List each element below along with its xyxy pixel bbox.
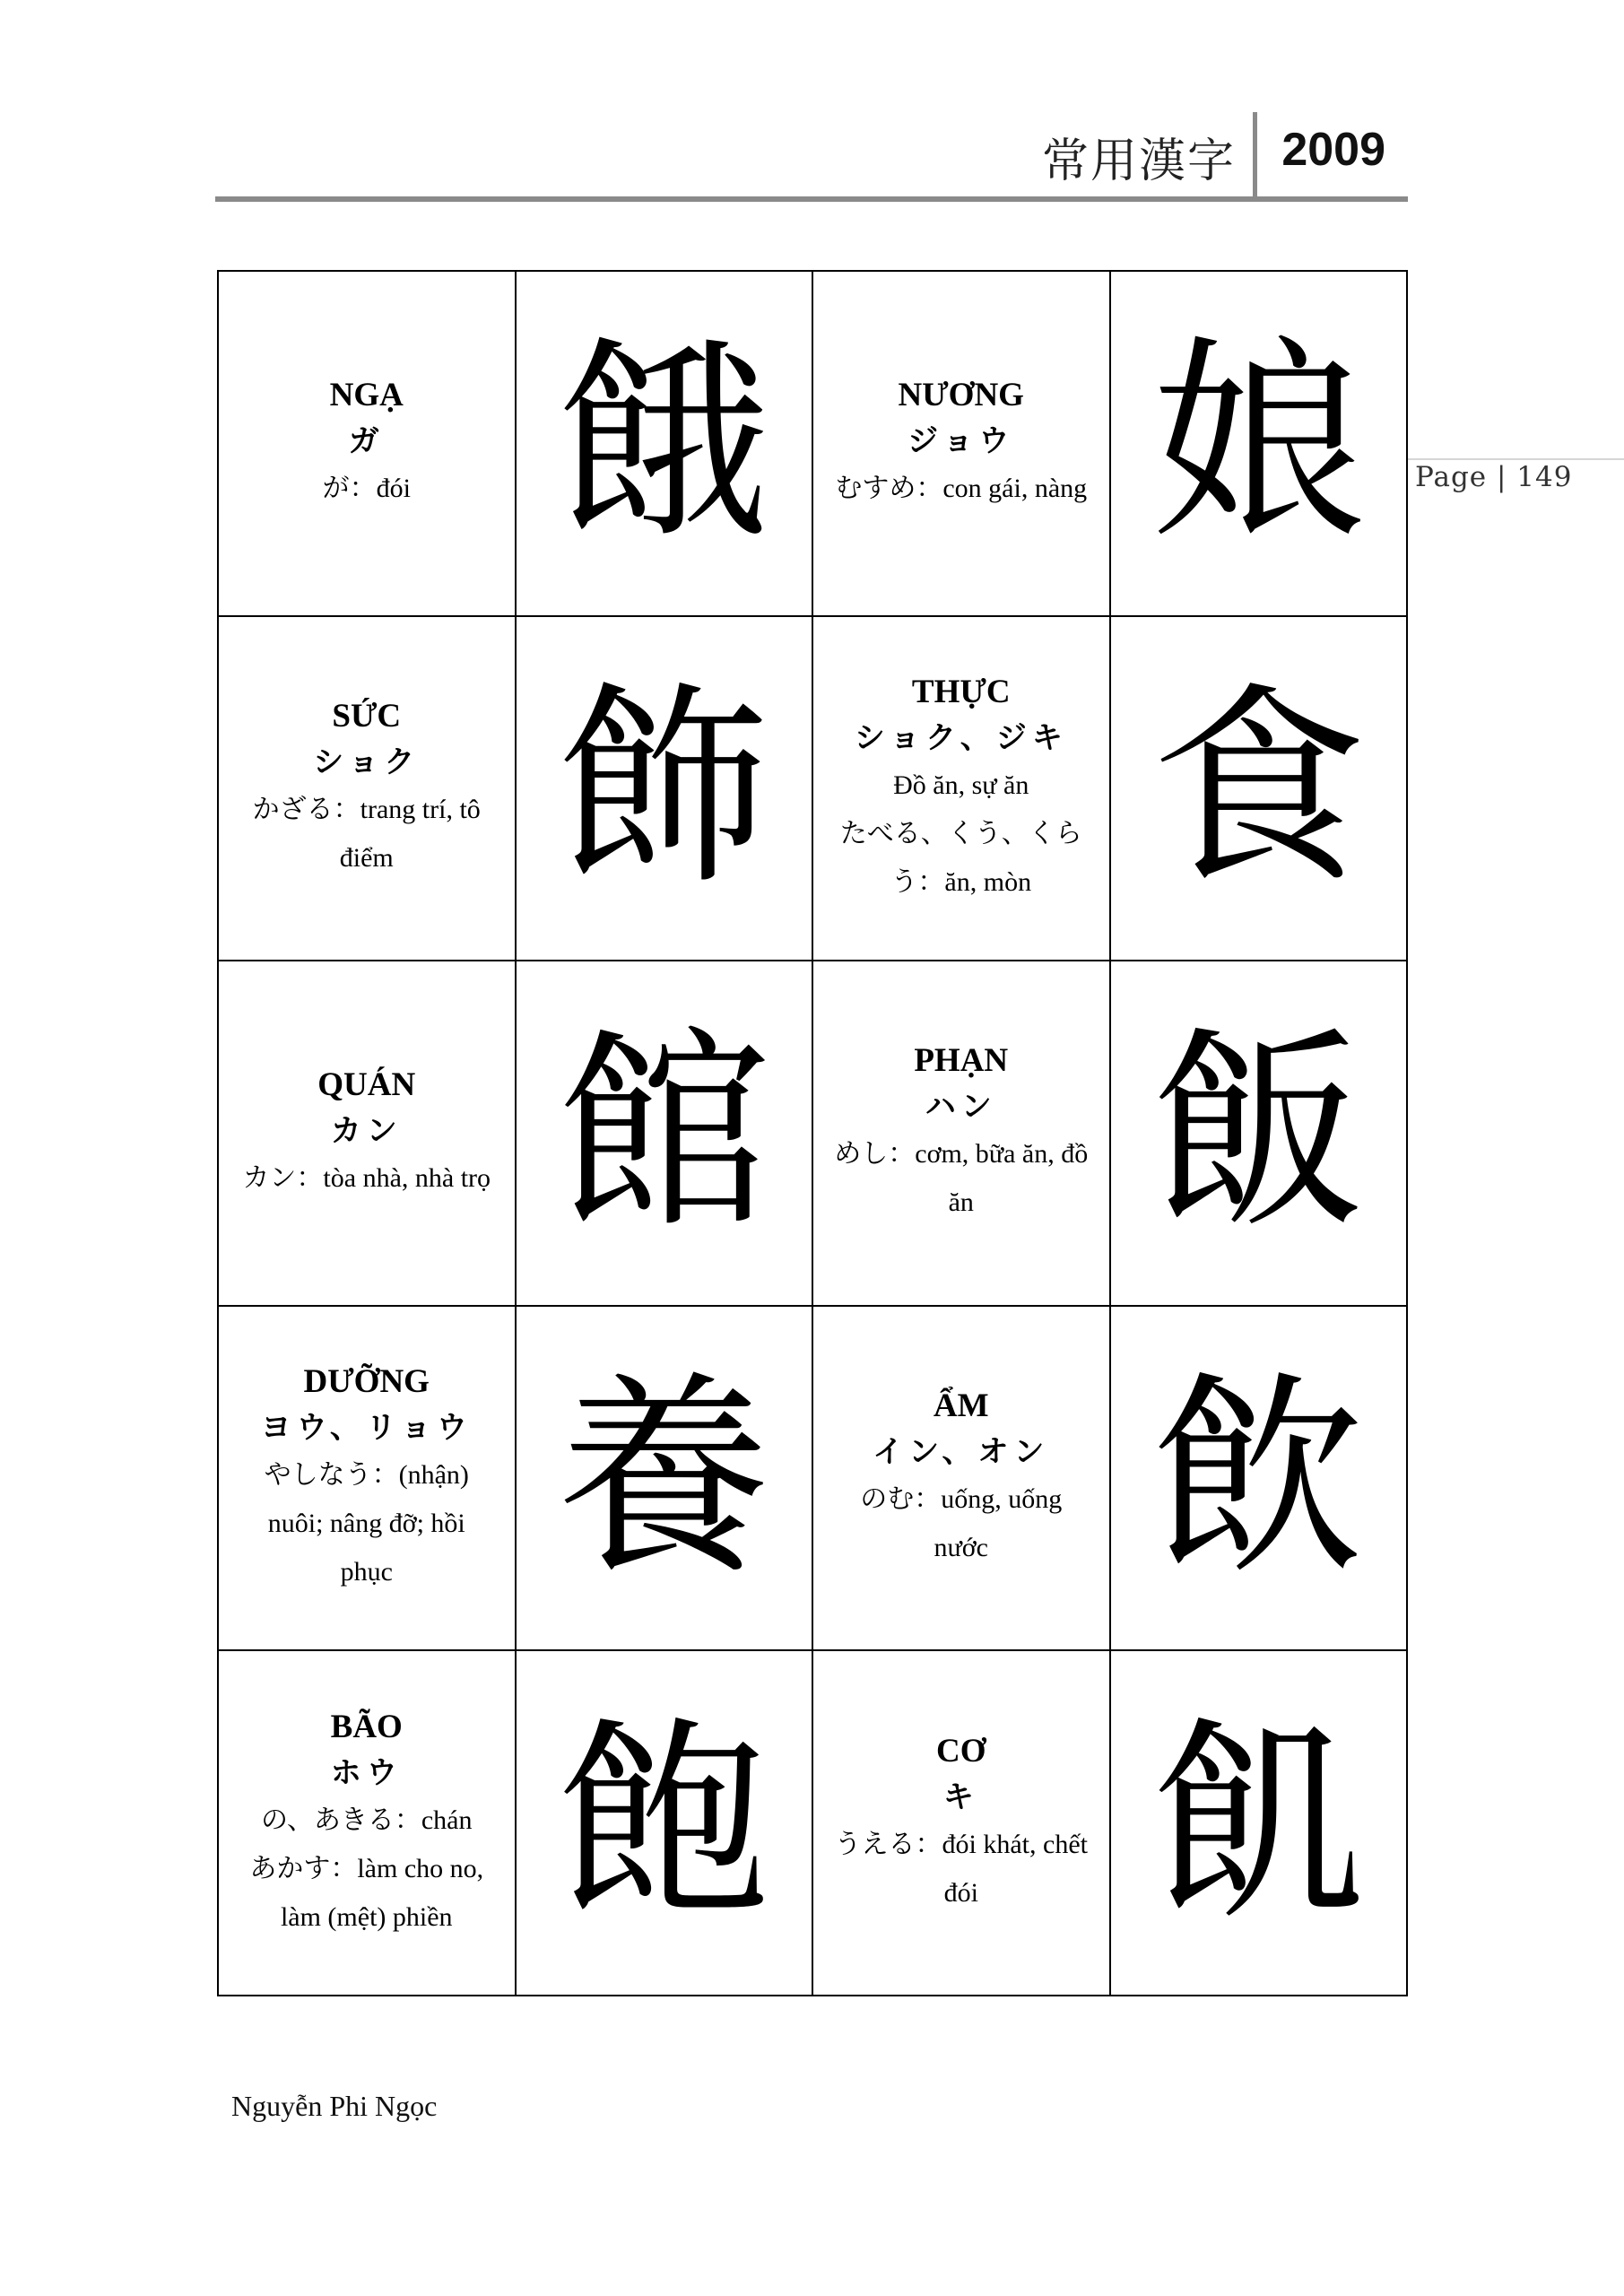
kanji-info-cell (219, 1307, 517, 1652)
kanji-info-cell (813, 961, 1111, 1307)
kanji-meaning-line: nuôi; nâng đỡ; hồi (267, 1509, 465, 1539)
kanji-character: 館 (556, 1007, 772, 1259)
kanji-meaning-line: やしなう：(nhận) (264, 1460, 469, 1491)
kanji-onyomi: ヨウ、リョウ (260, 1410, 473, 1447)
kanji-meaning-line: あかす：làm cho no, (249, 1853, 484, 1883)
kanji-reading-name: SỨC (332, 697, 402, 735)
kanji-glyph-cell (517, 1651, 814, 1996)
kanji-reading-name: QUÁN (317, 1066, 416, 1104)
kanji-onyomi: ジョウ (908, 423, 1015, 460)
kanji-meaning-line: điểm (339, 842, 394, 873)
kanji-onyomi: イン、オン (873, 1434, 1050, 1471)
kanji-meaning-line: ăn (948, 1187, 974, 1218)
kanji-glyph-cell (1111, 272, 1409, 617)
kanji-info-cell (219, 1651, 517, 1996)
kanji-onyomi: カン (330, 1113, 403, 1150)
kanji-meaning-line: のむ：uống, uống nước (860, 1484, 1063, 1563)
kanji-onyomi: ショク (313, 744, 421, 780)
kanji-onyomi: ガ (348, 423, 385, 460)
kanji-glyph-cell (1111, 961, 1409, 1307)
kanji-meaning-line: đói (943, 1877, 978, 1908)
kanji-glyph-cell (1111, 1651, 1409, 1996)
author-name: Nguyễn Phi Ngọc (231, 2090, 438, 2122)
kanji-reading-name: THỰC (911, 673, 1011, 710)
kanji-meaning-line: めし：cơm, bữa ăn, đồ (834, 1139, 1089, 1170)
kanji-glyph-cell (517, 617, 814, 962)
page-header (215, 112, 1408, 202)
kanji-meaning-line: かざる：trang trí, tô (252, 794, 481, 824)
kanji-character: 飢 (1151, 1697, 1367, 1949)
kanji-glyph-cell (1111, 617, 1409, 962)
kanji-info-cell (219, 272, 517, 617)
kanji-meaning-line: むすめ：con gái, nàng (835, 474, 1088, 504)
kanji-meaning-line: うえる：đói khát, chết (834, 1829, 1088, 1859)
page-number: Page | 149 (1415, 461, 1573, 493)
header-title: 常用漢字 (1041, 135, 1236, 188)
kanji-reading-name: BÃO (330, 1708, 403, 1745)
kanji-meaning-line: が：đói (322, 474, 411, 504)
kanji-meaning-line: Đồ ăn, sự ăn (893, 770, 1029, 800)
page-number-rule (1408, 458, 1624, 460)
kanji-glyph-cell (1111, 1307, 1409, 1652)
kanji-glyph-cell (517, 961, 814, 1307)
header-separator (1253, 112, 1257, 200)
kanji-onyomi: ホウ (330, 1754, 403, 1791)
header-rule (215, 196, 1408, 202)
kanji-character: 食 (1151, 662, 1367, 914)
kanji-info-cell (219, 961, 517, 1307)
kanji-info-cell (219, 617, 517, 962)
kanji-character: 飯 (1151, 1007, 1367, 1259)
kanji-onyomi: キ (942, 1779, 979, 1815)
kanji-character: 餓 (556, 317, 772, 570)
kanji-onyomi: ハン (925, 1089, 997, 1126)
kanji-reading-name: ẨM (933, 1387, 989, 1425)
kanji-onyomi: ショク、ジキ (854, 719, 1068, 756)
kanji-glyph-cell (517, 272, 814, 617)
kanji-reading-name: CƠ (936, 1732, 986, 1770)
kanji-meaning-line: カン：tòa nhà, nhà trọ (242, 1163, 491, 1194)
kanji-info-cell (813, 617, 1111, 962)
kanji-reading-name: NGẠ (329, 377, 404, 414)
kanji-info-cell (813, 272, 1111, 617)
kanji-meaning-line: う：ăn, mòn (890, 866, 1032, 897)
kanji-info-cell (813, 1651, 1111, 1996)
kanji-info-cell (813, 1307, 1111, 1652)
kanji-glyph-cell (517, 1307, 814, 1652)
kanji-reading-name: PHẠN (914, 1042, 1009, 1080)
kanji-reading-name: NƯƠNG (898, 377, 1024, 414)
kanji-character: 養 (556, 1352, 772, 1605)
kanji-meaning-line: làm (mệt) phiền (280, 1901, 453, 1932)
header-year: 2009 (1281, 124, 1385, 176)
kanji-meaning-line: phục (340, 1557, 393, 1587)
kanji-character: 飲 (1151, 1352, 1367, 1605)
kanji-meaning-line: の、あきる：chán (261, 1805, 473, 1835)
kanji-character: 飽 (556, 1697, 772, 1949)
kanji-character: 飾 (556, 662, 772, 914)
kanji-meaning-line: たべる、くう、くら (839, 818, 1082, 848)
kanji-table (217, 270, 1408, 1996)
kanji-reading-name: DƯỠNG (303, 1363, 430, 1401)
kanji-character: 娘 (1151, 317, 1367, 570)
